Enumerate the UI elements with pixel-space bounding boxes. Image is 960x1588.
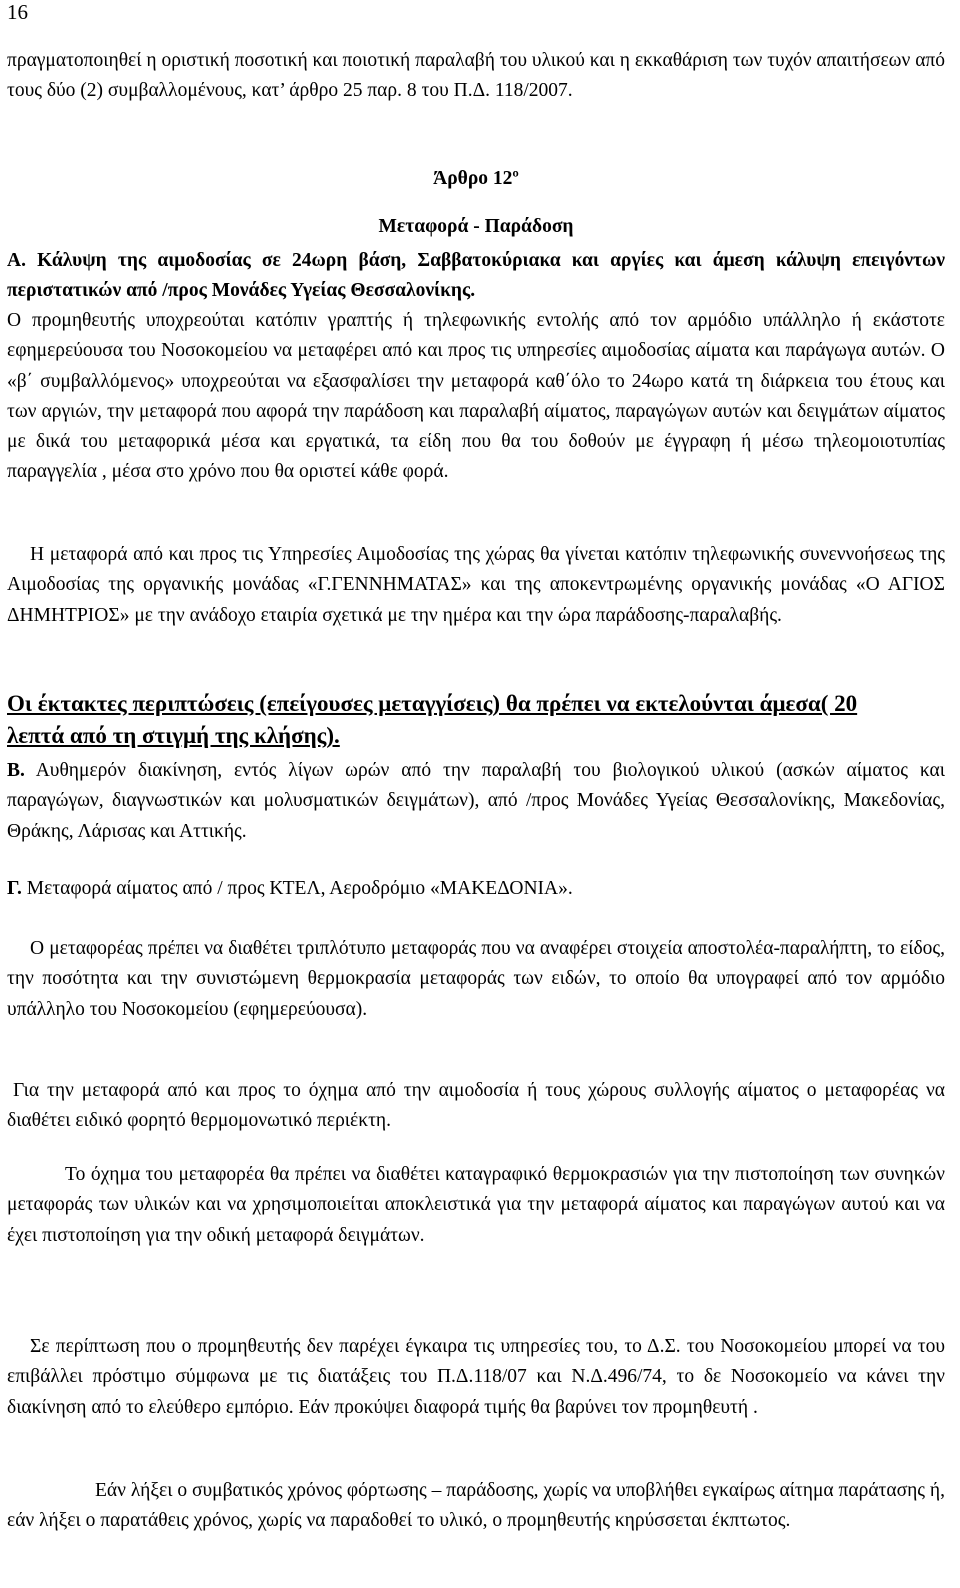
urgent-notice: Οι έκτακτες περιπτώσεις (επείγουσες μεταγγίσεις) θα πρέπει να εκτελούνται άμεσα( 20 λεπτά από τη στιγμή της κλήσης). [7, 691, 858, 748]
section-c [7, 874, 945, 904]
triplicate-paragraph: Ο μεταφορέας πρέπει να διαθέτει τριπλότυπο μεταφοράς που να αναφέρει στοιχεία αποστολέα-παραλήπτη, το είδος, την ποσότητα και την συνιστώμενη θερμοκρασία μεταφοράς των ειδών, το οποίο θα υπογραφεί από τον αρμόδιο υπάλληλο του Νοσοκομείου (εφημερεύουσα). [7, 938, 945, 1020]
section-b-label: Β. [7, 760, 25, 781]
page-number: 16 [7, 0, 28, 24]
penalty-paragraph: Σε περίπτωση που ο προμηθευτής δεν παρέχει έγκαιρα τις υπηρεσίες του, το Δ.Σ. του Νοσοκομείου μπορεί να του επιβάλλει πρόστιμο σύμφωνα με τις διατάξεις του Π.Δ.118/07 και Ν.Δ.496/74, το δε Νοσοκομείο να κάνει την διακίνηση από το ελεύθερο εμπόριο. Εάν προκύψει διαφορά τιμής θα βαρύνει τον προμηθευτή . [7, 1336, 945, 1418]
section-a-paragraph-1: Ο προμηθευτής υποχρεούται κατόπιν γραπτής ή τηλεφωνικής εντολής από τον αρμόδιο υπάλληλο ή εκάστοτε εφημερεύουσα του Νοσοκομείου να μεταφέρει από και προς τις υπηρεσίες αιμοδοσίας αίματα και παράγωγα αυτών. Ο «β΄ συμβαλλόμενος» υποχρεούται να εξασφαλίσει την μεταφορά καθ΄όλο το 24ωρο κατά τη διάρκεια του έτους και των αργιών, την μεταφορά που αφορά την παράδοση και παραλαβή αίματος, παραγώγων αυτών και δειγμάτων αίματος με δικά του μεταφορικά μέσα και εργατικά, τα είδη που θα του δοθούν με έγγραφη ή μέσω τηλεομοιοτυπίας παραγγελία , μέσα στο χρόνο που θα οριστεί κάθε φορά. [7, 310, 945, 483]
section-b-text: Αυθημερόν διακίνηση, εντός λίγων ωρών από την παραλαβή του βιολογικού υλικού (ασκών αίματος και παραγώγων, διαγνωστικών και μολυσματικών δειγμάτων), από /προς Μονάδες Υγείας Θεσσαλονίκης, Μακεδονίας, Θράκης, Λάρισας και Αττικής. [7, 760, 945, 842]
article-title: Άρθρο 12º [433, 168, 519, 189]
vehicle-recorder-paragraph: Το όχημα του μεταφορέα θα πρέπει να διαθέτει καταγραφικό θερμοκρασιών για την πιστοποίηση των συνηκών μεταφοράς των υλικών και να χρησιμοποιείται αποκλειστικά για την μεταφορά αίματος και παραγώγων αυτού και να έχει πιστοποίηση για την οδική μεταφορά δειγμάτων. [7, 1164, 945, 1246]
section-a-paragraph-2: Η μεταφορά από και προς τις Υπηρεσίες Αιμοδοσίας της χώρας θα γίνεται κατόπιν τηλεφωνικής συνεννοήσεως της Αιμοδοσίας της οργανικής μονάδας «Γ.ΓΕΝΝΗΜΑΤΑΣ» και της αποκεντρωμένης οργανικής μονάδας «Ο ΑΓΙΟΣ ΔΗΜΗΤΡΙΟΣ» με την ανάδοχο εταιρία σχετικά με την ημέρα και την ώρα παράδοσης-παραλαβής. [7, 544, 945, 626]
article-subtitle: Μεταφορά - Παράδοση [378, 216, 574, 237]
section-c-text: Μεταφορά αίματος από / προς ΚΤΕΛ, Αεροδρόμιο «ΜΑΚΕΔΟΝΙΑ». [26, 878, 573, 899]
intro-paragraph: πραγματοποιηθεί η οριστική ποσοτική και ποιοτική παραλαβή του υλικού και η εκκαθάριση των τυχόν απαιτήσεων από τους δύο (2) συμβαλλομένους, κατ’ άρθρο 25 παρ. 8 του Π.Δ. 118/2007. [7, 50, 945, 102]
section-c-label: Γ. [7, 878, 22, 899]
deadline-paragraph: Εάν λήξει ο συμβατικός χρόνος φόρτωσης – παράδοσης, χωρίς να υποβλήθει εγκαίρως αίτημα παράτασης ή, εάν λήξει ο παρατάθεις χρόνος, χωρίς να παραδοθεί το υλικό, ο προμηθευτής κηρύσσεται έκπτωτος. [7, 1480, 945, 1532]
section-a-heading: Α. Κάλυψη της αιμοδοσίας σε 24ωρη βάση, Σαββατοκύριακα και αργίες και άμεση κάλυψη επειγόντων περιστατικών από /προς Μονάδες Υγείας Θεσσαλονίκης. [7, 250, 945, 302]
section-b [7, 756, 945, 847]
thermal-carrier-paragraph: Για την μεταφορά από και προς το όχημα από την αιμοδοσία ή τους χώρους συλλογής αίματος ο μεταφορέας να διαθέτει ειδικό φορητό θερμομονωτικό περιέκτη. [7, 1080, 945, 1132]
